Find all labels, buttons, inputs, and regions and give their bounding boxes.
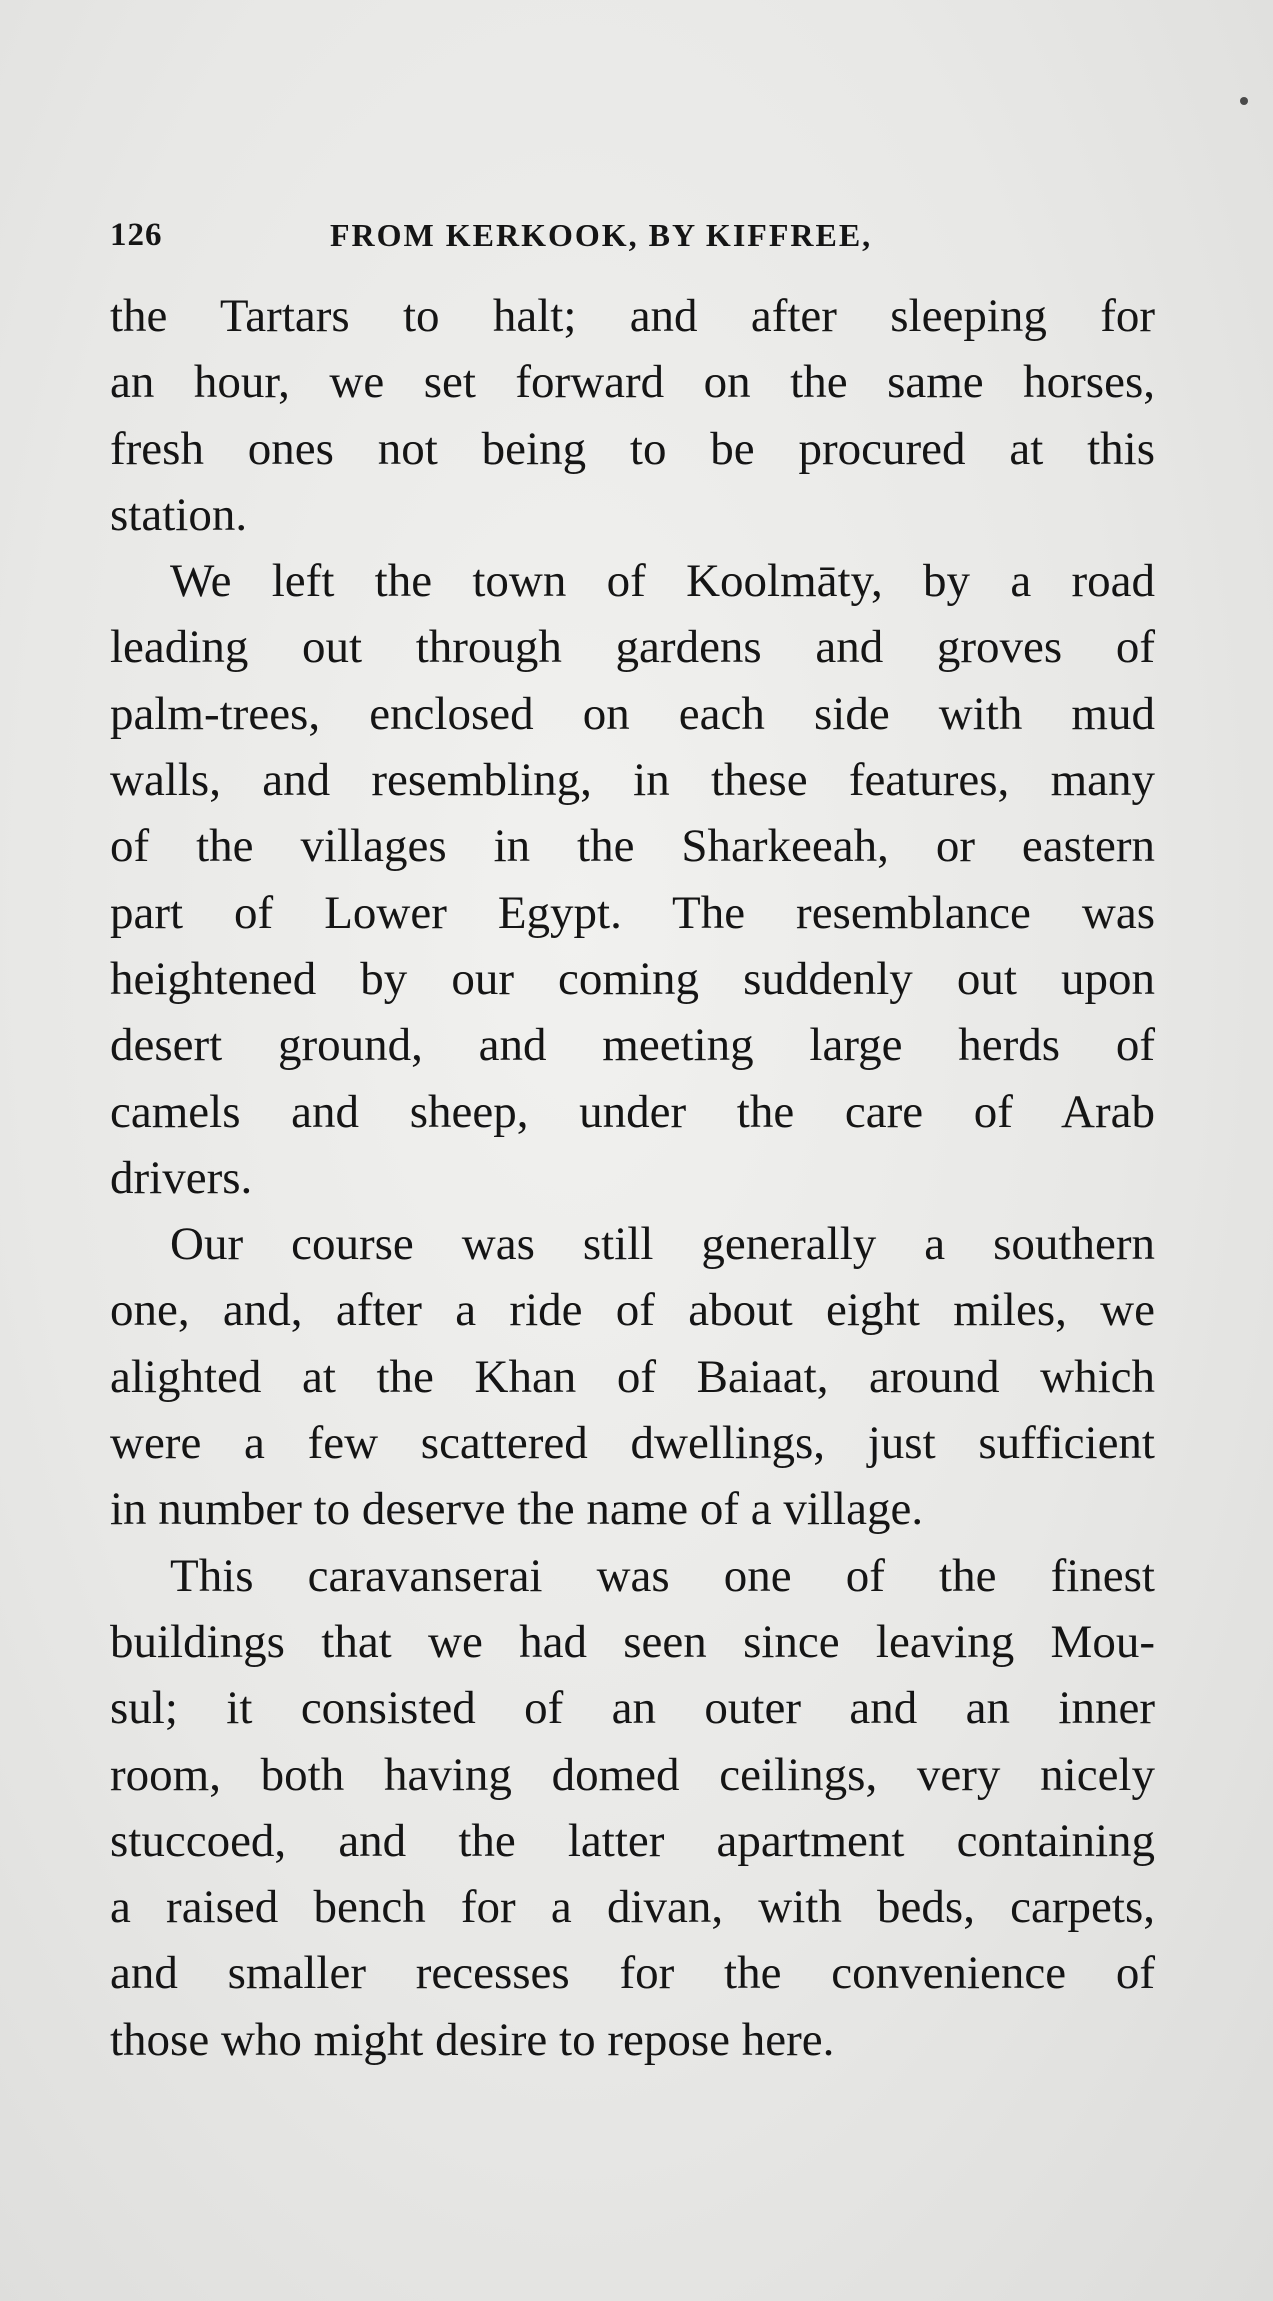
running-head-title: FROM KERKOOK, BY KIFFREE, [330, 217, 873, 253]
text-line: leading out through gardens and groves of [110, 621, 1155, 674]
text-line: one, and, after a ride of about eight miles, we [110, 1284, 1155, 1337]
ink-speck [1240, 97, 1248, 105]
text-line: those who might desire to repose here. [110, 2013, 835, 2066]
text-line: an hour, we set forward on the same horses, [110, 356, 1155, 409]
page-number: 126 [110, 217, 163, 253]
text-line: a raised bench for a divan, with beds, carpets, [110, 1881, 1155, 1934]
text-line: drivers. [110, 1151, 253, 1204]
text-line: sul; it consisted of an outer and an inner [110, 1682, 1155, 1735]
paragraph-4 [110, 1543, 1155, 2073]
text-line: desert ground, and meeting large herds of [110, 1019, 1155, 1072]
paragraph-2 [110, 548, 1155, 1211]
text-line: Our course was still generally a southern [170, 1218, 1155, 1271]
text-line: This caravanserai was one of the finest [170, 1549, 1155, 1602]
text-line: alighted at the Khan of Baiaat, around which [110, 1350, 1155, 1403]
text-line: heightened by our coming suddenly out upon [110, 952, 1155, 1005]
text-line: walls, and resembling, in these features, many [110, 754, 1155, 807]
text-line: We left the town of Koolmāty, by a road [170, 555, 1155, 608]
text-line: stuccoed, and the latter apartment containing [110, 1814, 1155, 1867]
paragraph-1 [110, 283, 1155, 548]
text-line: and smaller recesses for the convenience of [110, 1947, 1155, 2000]
text-line: fresh ones not being to be procured at this [110, 422, 1155, 475]
text-line: were a few scattered dwellings, just sufficient [110, 1417, 1155, 1470]
text-line: room, both having domed ceilings, very nicely [110, 1748, 1155, 1801]
text-line: of the villages in the Sharkeeah, or eastern [110, 820, 1155, 873]
text-line: part of Lower Egypt. The resemblance was [110, 886, 1155, 939]
text-line: the Tartars to halt; and after sleeping for [110, 290, 1155, 342]
paragraph-3 [110, 1211, 1155, 1542]
text-line: in number to deserve the name of a village. [110, 1483, 924, 1536]
text-line: camels and sheep, under the care of Arab [110, 1085, 1155, 1138]
text-line: palm-trees, enclosed on each side with mud [110, 687, 1155, 740]
text-line: buildings that we had seen since leaving Mou- [110, 1615, 1155, 1668]
text-line: station. [110, 488, 248, 541]
body-text [110, 283, 1155, 2073]
running-head [110, 210, 1150, 260]
